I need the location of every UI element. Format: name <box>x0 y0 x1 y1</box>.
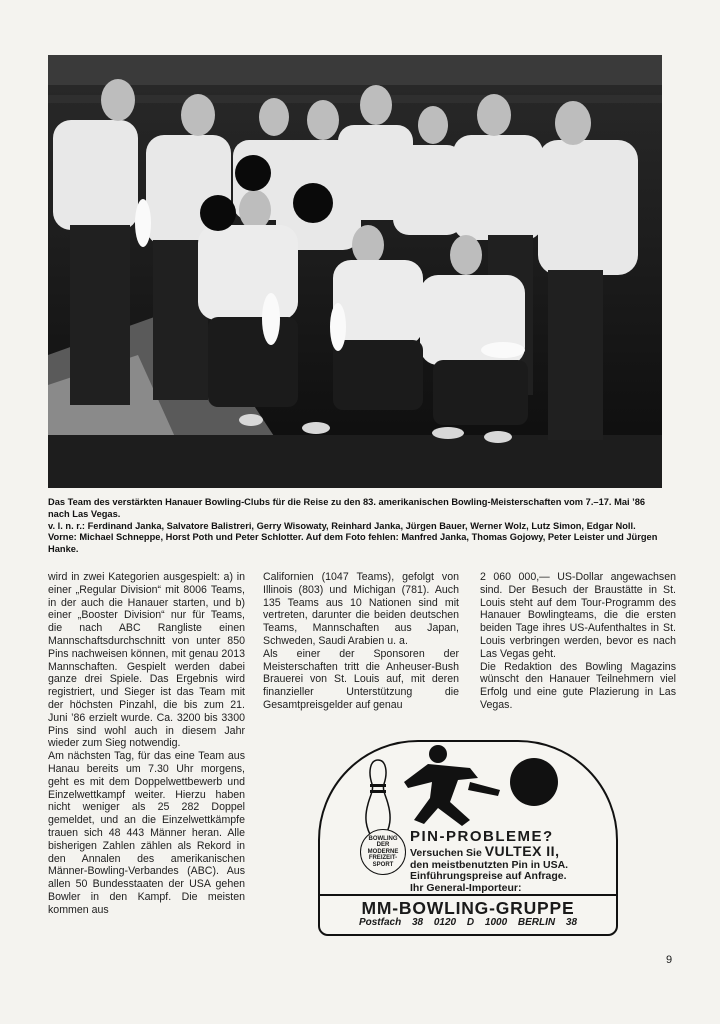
bowler-figure-icon <box>404 745 500 826</box>
badge-line: SPORT <box>372 861 394 868</box>
ad-line: Ihr General-Importeur: <box>410 881 522 894</box>
ad-divider <box>320 894 616 896</box>
badge-line: BOWLING <box>368 835 398 842</box>
paragraph: Als einer der Sponsoren der Meisterschaften tritt die Anheuser-Bush Brauerei von St. Louis auf, mit deren finanzieller Unterstützung die Gesamtpreisgelder auf genau <box>263 647 459 711</box>
ad-body <box>410 843 615 894</box>
photo-caption <box>48 497 664 556</box>
ad-address: Postfach 38 0120 D 1000 BERLIN 38 <box>358 917 578 928</box>
paragraph: wird in zwei Kategorien ausgespielt: a) in einer „Regular Division“ mit 8006 Teams, in der auch die Hanauer starten, und b) einer „Booster Division“ nur für Teams, die nach ABC Rangliste einen Mannschaftsdurchschnitt von unter 850 Pins nachweisen können, mit genau 2013 Mannschaften. Gespielt werden dabei ganze drei Spiele. Das Ergebnis wird registriert, und Sieger ist das Team mit der höchsten Pinzahl, die bis zum 21. Juni ’86 erzielt wurde. Ca. 3200 bis 3300 Pins sind wohl auch in diesem Jahr wieder zum Sieg notwendig. <box>48 571 245 750</box>
team-photo-icon <box>48 55 662 488</box>
bowling-badge <box>360 829 406 875</box>
paragraph: Die Redaktion des Bowling Magazins wünscht den Hanauer Teilnehmern viel Erfolg und eine gute Plazierung in Las Vegas. <box>480 660 676 711</box>
badge-line: MODERNE <box>367 848 399 855</box>
article-column-1 <box>48 571 245 917</box>
ad-company-name: MM-BOWLING-GRUPPE <box>361 898 575 918</box>
page-number: 9 <box>666 954 673 966</box>
vultex-advertisement <box>318 740 618 936</box>
team-photo <box>48 55 662 488</box>
badge-line: FREIZEIT- <box>368 855 398 862</box>
ad-line-prefix: Versuchen Sie <box>410 847 482 859</box>
ad-line: den meistbenutzten Pin in USA. <box>410 858 569 871</box>
bowling-ball-icon <box>510 758 558 806</box>
paragraph: Am nächsten Tag, für das eine Team aus Hanau bereits um 7.30 Uhr morgens, geht es mit dem Doppelwettbewerb und Einzelwettkampf weiter. Hierzu haben nicht weniger als 25 282 Doppel gemeldet, und an die Einzelwettkämpfe trauen sich 48 443 Männer heran. Alle bisherigen Zahlen zählen als Rekord in den Annalen des amerikanischen Männer-Bowling-Verbandes (ABC). Aus allen 50 Bundesstaaten der USA gehen Bowler in den Kampf. Die meisten kommen aus <box>48 750 245 916</box>
paragraph: Californien (1047 Teams), gefolgt von Illinois (803) und Michigan (781). Auch 135 Teams aus 10 Nationen sind mit vertreten, darunter die beiden deutschen Teams, Mannschaften aus Japan, Schweden, Saudi Arabien u. a. <box>263 571 459 647</box>
badge-line: DER <box>376 842 390 849</box>
ad-headline: PIN-PROBLEME? <box>410 828 554 845</box>
article-column-2 <box>263 571 459 712</box>
bowling-pin-icon <box>366 760 390 838</box>
ad-product-name: VULTEX II, <box>484 843 560 859</box>
caption-names: v. l. n. r.: Ferdinand Janka, Salvatore Balistreri, Gerry Wisowaty, Reinhard Janka, Jürgen Bauer, Werner Wolz, Lutz Simon, Edgar Noll. Vorne: Michael Schneppe, Horst Poth und Peter Schlotter. Auf dem Foto fehlen: Manfred Janka, Thomas Gojowy, Peter Leister und Jürgen Hanke. <box>48 520 658 555</box>
article-column-3 <box>480 571 676 712</box>
paragraph: 2 060 000,— US-Dollar angewachsen sind. Der Besuch der Braustätte in St. Louis steht auf dem Tour-Programm des Hanauer Bowlingteams, die die ersten beiden Tage ihres US-Aufenthaltes in St. Louis verbringen werden, bevor es nach Las Vegas geht. <box>480 571 676 660</box>
caption-title: Das Team des verstärkten Hanauer Bowling-Clubs für die Reise zu den 83. amerikanischen Bowling-Meisterschaften vom 7.–17. Mai ’86 nach Las Vegas. <box>48 497 646 519</box>
ad-line: Einführungspreise auf Anfrage. <box>410 870 567 883</box>
